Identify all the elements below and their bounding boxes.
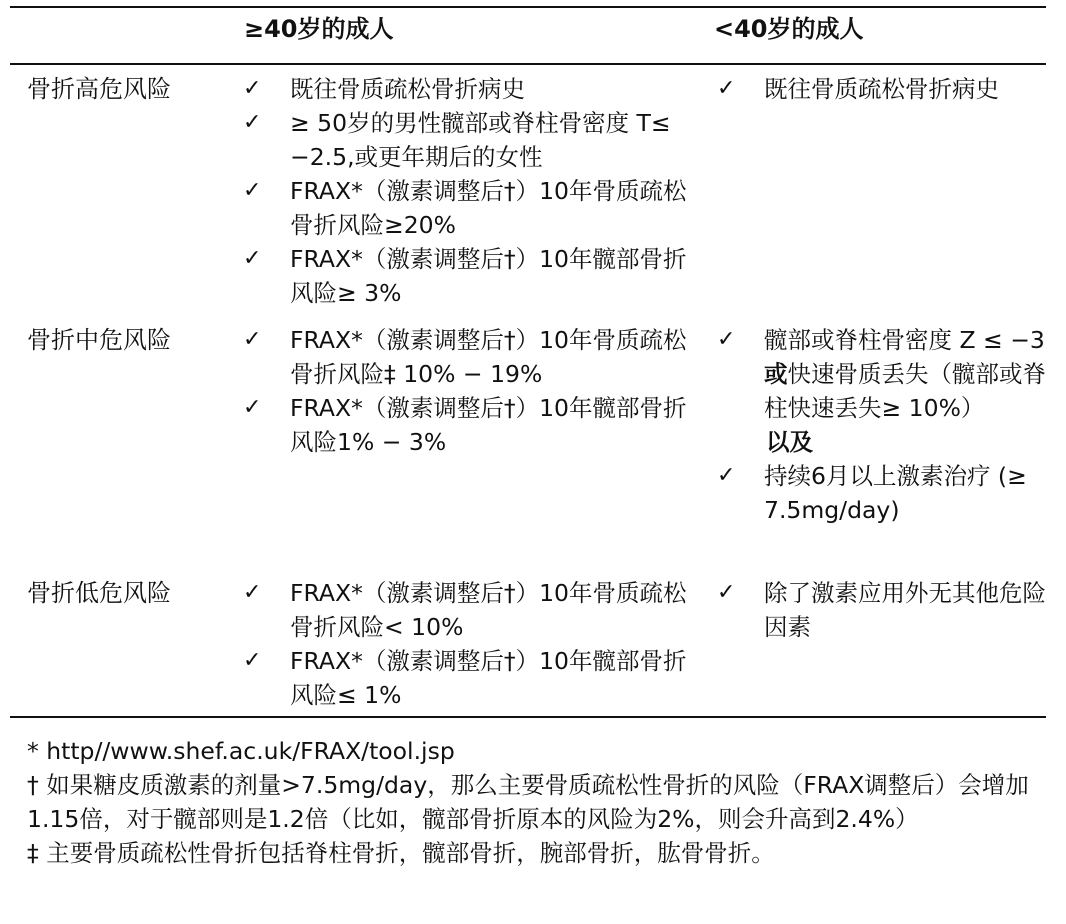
list-item: ✓ 既往骨质疏松骨折病史 bbox=[240, 72, 700, 106]
check-icon: ✓ bbox=[243, 648, 262, 673]
footnotes bbox=[27, 734, 1037, 870]
column-header-adults-40-plus: ≥40岁的成人 bbox=[244, 15, 394, 43]
criteria-list-40-plus-moderate bbox=[240, 323, 700, 459]
check-icon: ✓ bbox=[243, 178, 262, 203]
list-item: ✓ 持续6月以上激素治疗 (≥ 7.5mg/day) bbox=[714, 459, 1054, 527]
row-label-moderate-risk: 骨折中危风险 bbox=[27, 326, 171, 354]
criteria-list-under-40-low bbox=[714, 576, 1054, 644]
check-icon: ✓ bbox=[243, 327, 262, 352]
table-bottom-rule bbox=[10, 716, 1046, 718]
column-header-adults-under-40: <40岁的成人 bbox=[714, 15, 864, 43]
footnote-major-fractures: ‡ 主要骨质疏松性骨折包括脊柱骨折，髋部骨折，腕部骨折，肱骨骨折。 bbox=[27, 839, 775, 867]
list-item: ✓ FRAX*（激素调整后†）10年髋部骨折风险≤ 1% bbox=[240, 644, 700, 712]
row-label-high-risk: 骨折高危风险 bbox=[27, 75, 171, 103]
list-item: ✓ FRAX*（激素调整后†）10年髋部骨折风险≥ 3% bbox=[240, 242, 700, 310]
criteria-list-under-40-high bbox=[714, 72, 1054, 106]
row-label-low-risk: 骨折低危风险 bbox=[27, 579, 171, 607]
or-emphasis: 或 bbox=[764, 360, 788, 388]
list-item: ✓ FRAX*（激素调整后†）10年骨质疏松骨折风险≥20% bbox=[240, 174, 700, 242]
check-icon: ✓ bbox=[717, 580, 736, 605]
check-icon: ✓ bbox=[243, 246, 262, 271]
check-icon: ✓ bbox=[243, 110, 262, 135]
list-item: ✓ FRAX*（激素调整后†）10年髋部骨折风险1% − 3% bbox=[240, 391, 700, 459]
list-item: ✓ ≥ 50岁的男性髋部或脊柱骨密度 T≤ −2.5,或更年期后的女性 bbox=[240, 106, 700, 174]
criteria-list-40-plus-high bbox=[240, 72, 700, 310]
list-item: ✓ 髋部或脊柱骨密度 Z ≤ −3或快速骨质丢失（髋部或脊柱快速丢失≥ 10%） bbox=[714, 323, 1054, 425]
check-icon: ✓ bbox=[717, 327, 736, 352]
criteria-list-under-40-moderate bbox=[714, 323, 1054, 527]
footnote-steroid-adjustment: † 如果糖皮质激素的剂量>7.5mg/day，那么主要骨质疏松性骨折的风险（FRAX调整后）会增加1.15倍，对于髋部则是1.2倍（比如，髋部骨折原本的风险为2%，则会升高到2.4%） bbox=[27, 771, 1029, 833]
check-icon: ✓ bbox=[717, 76, 736, 101]
check-icon: ✓ bbox=[243, 395, 262, 420]
list-item: ✓ 既往骨质疏松骨折病史 bbox=[714, 72, 1054, 106]
criteria-list-40-plus-low bbox=[240, 576, 700, 712]
table-header-rule bbox=[10, 63, 1046, 65]
and-conjunction: 以及 bbox=[766, 428, 813, 456]
footnote-frax-link: * http//www.shef.ac.uk/FRAX/tool.jsp bbox=[27, 737, 455, 765]
list-item: ✓ 除了激素应用外无其他危险因素 bbox=[714, 576, 1054, 644]
check-icon: ✓ bbox=[243, 580, 262, 605]
table-top-rule bbox=[10, 6, 1046, 8]
list-item: ✓ FRAX*（激素调整后†）10年骨质疏松骨折风险‡ 10% − 19% bbox=[240, 323, 700, 391]
check-icon: ✓ bbox=[243, 76, 262, 101]
list-item: ✓ FRAX*（激素调整后†）10年骨质疏松骨折风险< 10% bbox=[240, 576, 700, 644]
check-icon: ✓ bbox=[717, 463, 736, 488]
